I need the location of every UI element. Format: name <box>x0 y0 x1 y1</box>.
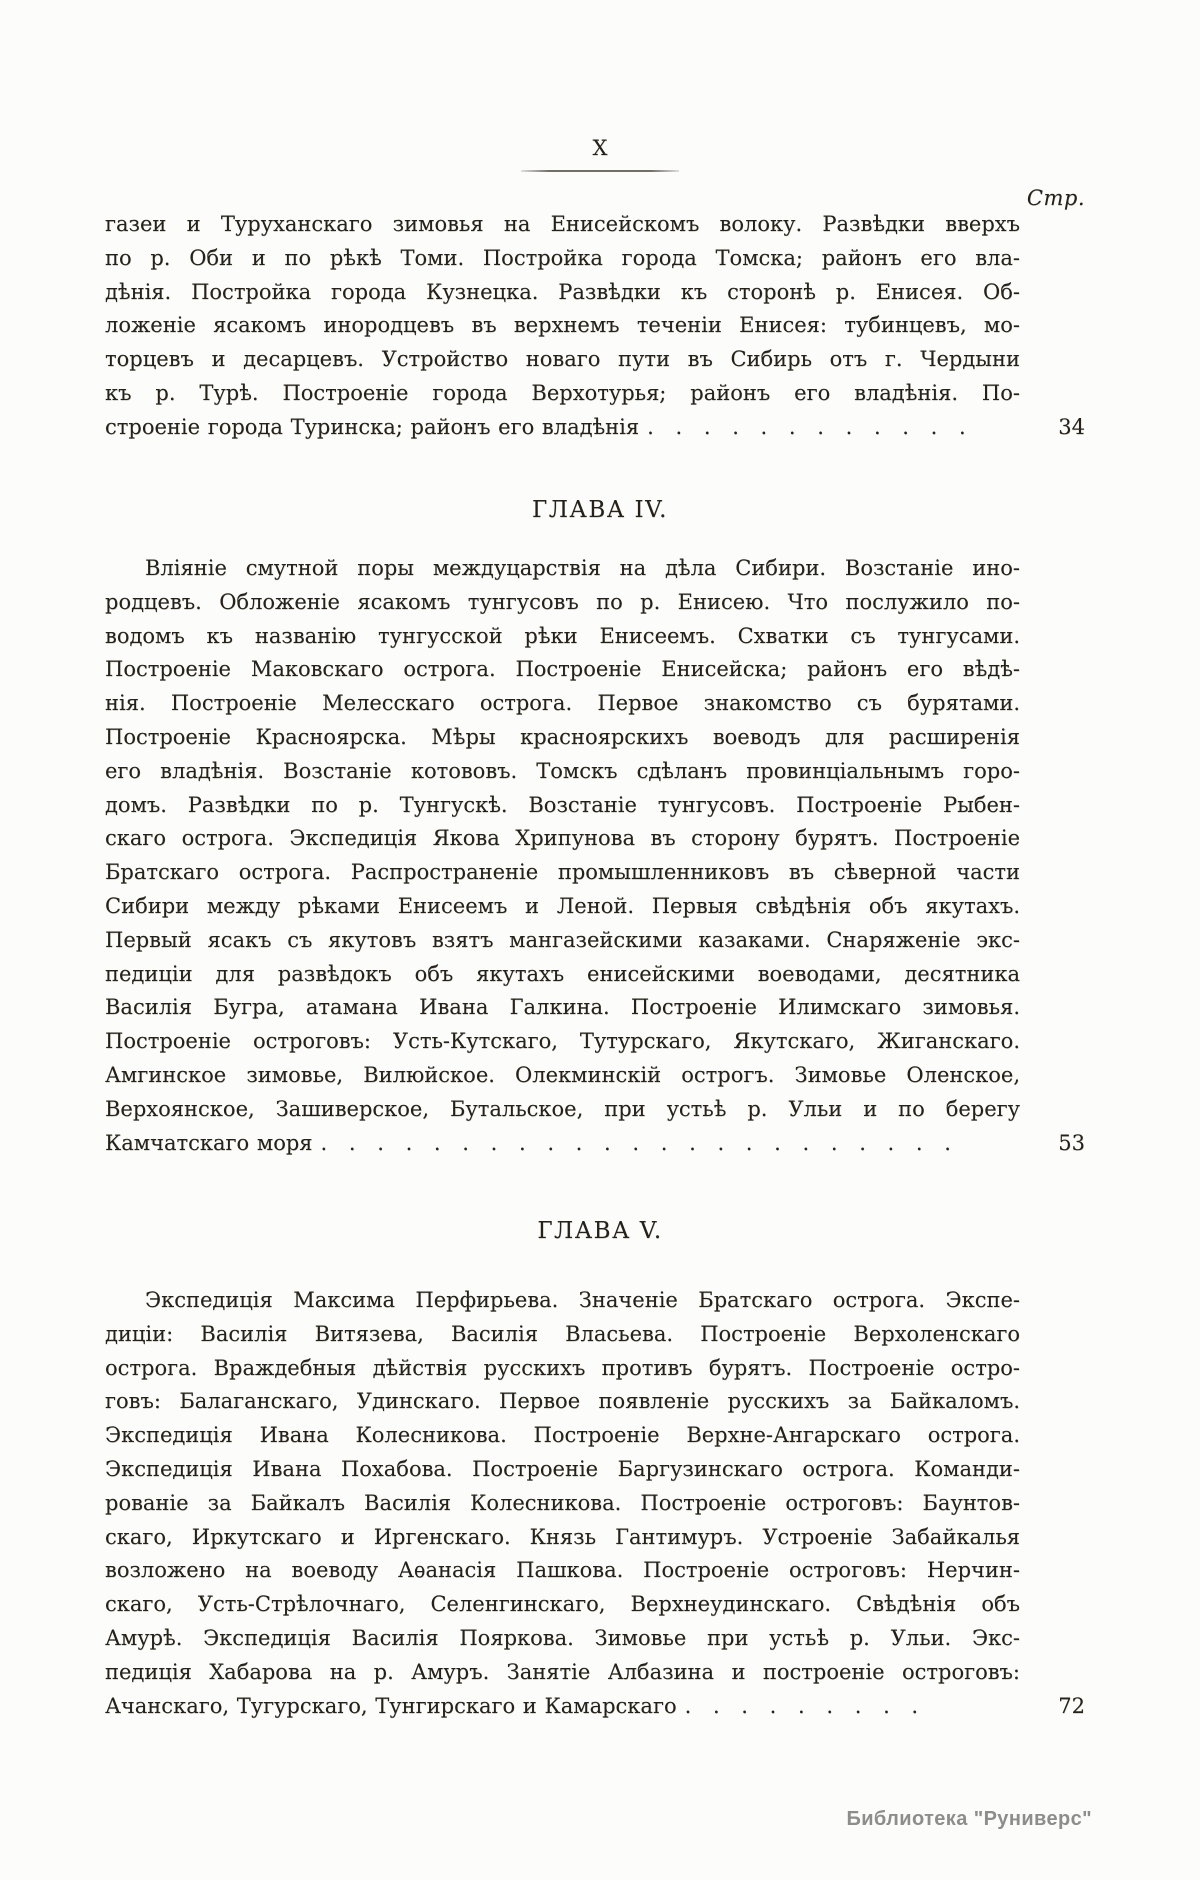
toc-line: торцевъ и десарцевъ. Устройство новаго пути въ Сибирь отъ г. Чердыни <box>105 347 1020 372</box>
toc-entry-last-line <box>105 411 1085 445</box>
toc-line: Экспедиція Ивана Колесникова. Построеніе Верхне-Ангарскаго острога. <box>105 1423 1020 1448</box>
chapter-heading-iv: ГЛАВА IV. <box>532 497 668 523</box>
toc-line: скаго, Усть-Стрѣлочнаго, Селенгинскаго, Верхнеудинскаго. Свѣдѣнія объ <box>105 1592 1020 1617</box>
toc-line: Вліяніе смутной поры междуцарствія на дѣла Сибири. Возстаніе ино- <box>145 556 1020 580</box>
toc-line: его владѣнія. Возстаніе котововъ. Томскъ сдѣланъ провинціальнымъ горо- <box>105 758 1020 783</box>
page-column-label: Стр. <box>1026 186 1085 210</box>
toc-line: педиціи для развѣдокъ объ якутахъ енисейскими воеводами, десятника <box>105 961 1020 986</box>
page-ref: 72 <box>1058 1693 1085 1718</box>
toc-line: Сибири между рѣками Енисеемъ и Леной. Первыя свѣдѣнія объ якутахъ. <box>105 893 1020 918</box>
page-ref: 53 <box>1058 1130 1085 1155</box>
toc-line: родцевъ. Обложеніе ясакомъ тунгусовъ по р. Енисею. Что послужило по- <box>105 589 1020 614</box>
toc-line: говъ: Балаганскаго, Удинскаго. Первое появленіе русскихъ за Байкаломъ. <box>105 1389 1020 1414</box>
chapter-heading-v: ГЛАВА V. <box>537 1218 663 1244</box>
toc-entry-continuation <box>105 208 1085 445</box>
toc-line: скаго, Иркутскаго и Иргенскаго. Князь Гантимуръ. Устроеніе Забайкалья <box>105 1524 1020 1549</box>
dot-leader: . . . . . . . . . <box>684 1693 926 1718</box>
toc-line: Камчатскаго моря <box>105 1130 313 1155</box>
toc-line: возложено на воеводу Аѳанасія Пашкова. Построеніе остроговъ: Нерчин- <box>105 1558 1020 1583</box>
toc-line: Экспедиція Ивана Похабова. Построеніе Баргузинскаго острога. Команди- <box>105 1456 1020 1481</box>
toc-line: къ р. Турѣ. Построеніе города Верхотурья; районъ его владѣнія. По- <box>105 380 1020 405</box>
page-ref: 34 <box>1058 414 1085 439</box>
toc-line: водомъ къ названію тунгусской рѣки Енисеемъ. Схватки съ тунгусами. <box>105 623 1020 648</box>
toc-entry-last-line <box>105 1127 1085 1161</box>
toc-line: диціи: Василія Витязева, Василія Власьева. Построеніе Верхоленскаго <box>105 1321 1020 1346</box>
toc-line: Ачанскаго, Тугурскаго, Тунгирскаго и Камарскаго <box>105 1693 677 1718</box>
toc-line: строеніе города Туринска; районъ его владѣнія <box>105 414 640 439</box>
toc-line: домъ. Развѣдки по р. Тунгускѣ. Возстаніе тунгусовъ. Построеніе Рыбен- <box>105 792 1020 817</box>
page-folio-number: X <box>592 136 608 160</box>
toc-line: ложеніе ясакомъ инородцевъ въ верхнемъ теченіи Енисея: тубинцевъ, мо- <box>105 313 1020 338</box>
toc-entry-chapter-iv <box>105 552 1085 1160</box>
toc-entry-last-line <box>105 1690 1085 1724</box>
toc-line: скаго острога. Экспедиція Якова Хрипунова въ сторону бурятъ. Построеніе <box>105 826 1020 851</box>
toc-line: Василія Бугра, атамана Ивана Галкина. Построеніе Илимскаго зимовья. <box>105 995 1020 1020</box>
toc-line: Построеніе остроговъ: Усть-Кутскаго, Тутурскаго, Якутскаго, Жиганскаго. <box>105 1029 1020 1054</box>
toc-entry-chapter-v <box>105 1284 1085 1723</box>
library-watermark: Библиотека "Руниверс" <box>846 1808 1092 1830</box>
toc-line: Первый ясакъ съ якутовъ взятъ мангазейскими казаками. Снаряженіе экс- <box>105 927 1020 952</box>
toc-line: педиція Хабарова на р. Амуръ. Занятіе Албазина и построеніе остроговъ: <box>105 1659 1020 1684</box>
toc-line: Братскаго острога. Распространеніе промышленниковъ въ сѣверной части <box>105 860 1020 885</box>
toc-line: нія. Построеніе Мелесскаго острога. Первое знакомство съ бурятами. <box>105 691 1020 716</box>
toc-line: Экспедиція Максима Перфирьева. Значеніе Братскаго острога. Экспе- <box>145 1288 1020 1312</box>
toc-line: Амурѣ. Экспедиція Василія Пояркова. Зимовье при устьѣ р. Ульи. Экс- <box>105 1625 1020 1650</box>
toc-line: Амгинское зимовье, Вилюйское. Олекминскій острогъ. Зимовье Оленское, <box>105 1062 1020 1087</box>
toc-line: рованіе за Байкалъ Василія Колесникова. Построеніе остроговъ: Баунтов- <box>105 1490 1020 1515</box>
toc-line: дѣнія. Постройка города Кузнецка. Развѣдки къ сторонѣ р. Енисея. Об- <box>105 279 1020 304</box>
toc-line: газеи и Туруханскаго зимовья на Енисейскомъ волоку. Развѣдки вверхъ <box>105 212 1020 236</box>
toc-line: Построеніе Маковскаго острога. Построеніе Енисейска; районъ его вѣдѣ- <box>105 657 1020 682</box>
toc-line: Построеніе Красноярска. Мѣры красноярскихъ воеводъ для расширенія <box>105 724 1020 749</box>
toc-line: Верхоянское, Зашиверское, Бутальское, при устьѣ р. Ульи и по берегу <box>105 1096 1020 1121</box>
toc-line: острога. Враждебныя дѣйствія русскихъ противъ бурятъ. Построеніе остро- <box>105 1355 1020 1380</box>
dot-leader: . . . . . . . . . . . . . . . . . . . . . . . <box>320 1130 958 1155</box>
dot-leader: . . . . . . . . . . . . <box>647 414 973 439</box>
folio-rule <box>521 170 679 172</box>
toc-line: по р. Оби и по рѣкѣ Томи. Постройка города Томска; районъ его вла- <box>105 245 1020 270</box>
